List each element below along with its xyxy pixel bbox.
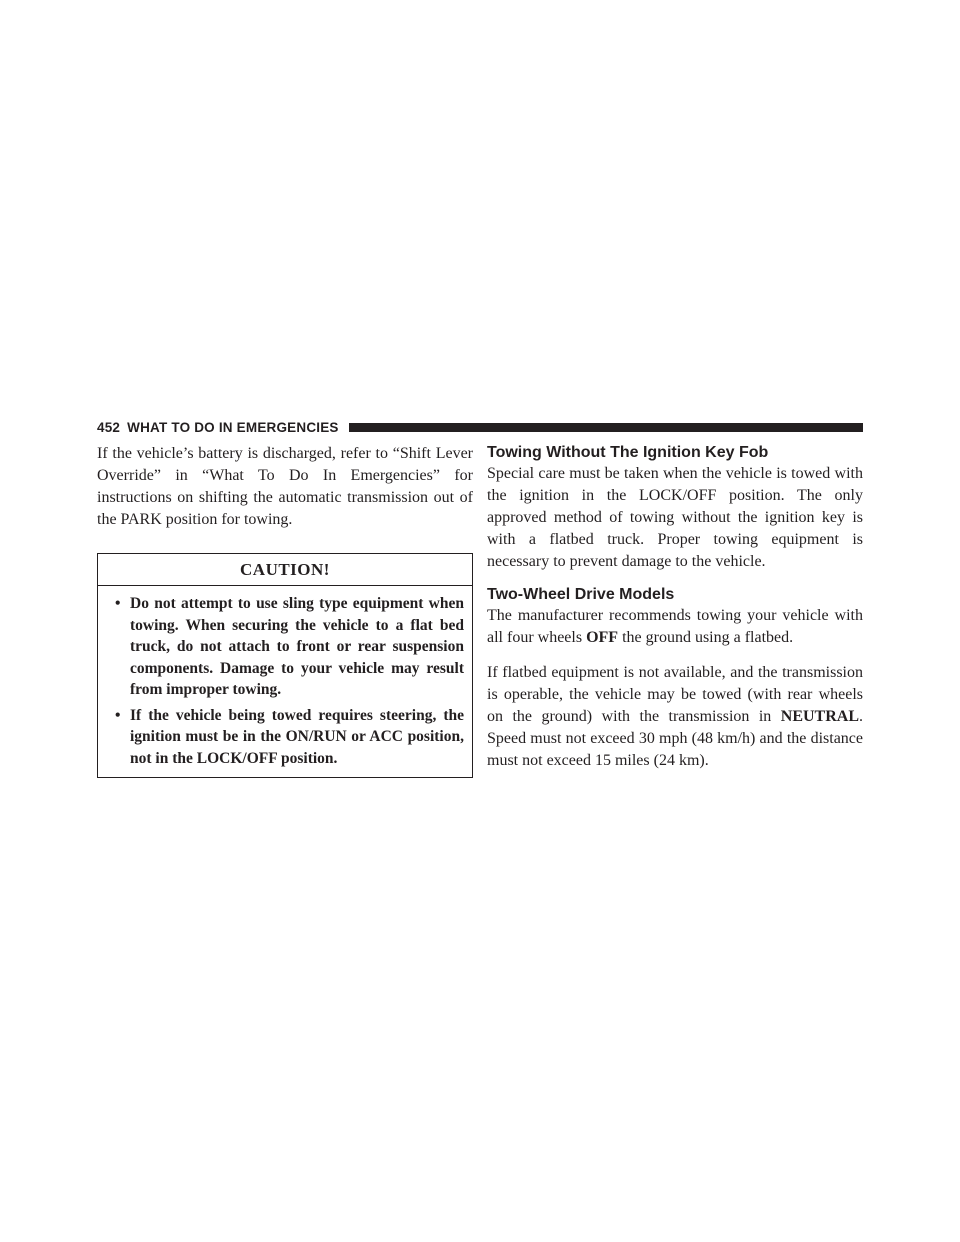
two-wheel-drive-paragraph-1 bbox=[487, 605, 863, 649]
caution-title: CAUTION! bbox=[98, 554, 472, 586]
page-number: 452 bbox=[97, 419, 121, 435]
header-rule bbox=[349, 423, 863, 432]
section-title: WHAT TO DO IN EMERGENCIES bbox=[127, 419, 339, 435]
right-column bbox=[487, 443, 863, 772]
paragraph-text: The manufacturer recommends towing your vehicle with all four wheels bbox=[487, 607, 863, 646]
section-heading-towing-without-key: Towing Without The Ignition Key Fob bbox=[487, 444, 769, 461]
bold-term-off: OFF bbox=[586, 629, 619, 646]
caution-list bbox=[98, 586, 472, 777]
paragraph-text: the ground using a flatbed. bbox=[618, 629, 794, 646]
left-column bbox=[97, 443, 473, 778]
section-heading-two-wheel-drive: Two-Wheel Drive Models bbox=[487, 586, 675, 603]
paragraph-text: If flatbed equipment is not available, and the transmission is operable, the vehicle may be towed (with rear wheels on the ground) with the transmission in bbox=[487, 664, 863, 725]
caution-item bbox=[106, 705, 464, 770]
bullet-icon: • bbox=[115, 595, 121, 612]
caution-item-text: Do not attempt to use sling type equipment when towing. When securing the vehicle to a flat bed truck, do not attach to front or rear suspension components. Damage to your vehicle may result from improper towing. bbox=[130, 595, 464, 698]
caution-item-text: If the vehicle being towed requires steering, the ignition must be in the ON/RUN or ACC position, not in the LOCK/OFF position. bbox=[130, 706, 464, 767]
paragraph-text: . Speed must not exceed 30 mph (48 km/h) and the distance must not exceed 15 miles (24 km). bbox=[487, 708, 863, 769]
caution-box bbox=[97, 553, 473, 778]
towing-without-key-paragraph: Special care must be taken when the vehicle is towed with the ignition in the LOCK/OFF position. The only approved method of towing without the ignition key is with a flatbed truck. Proper towing equipment is necessary to prevent damage to the vehicle. bbox=[487, 465, 863, 570]
two-wheel-drive-paragraph-2 bbox=[487, 662, 863, 772]
intro-paragraph: If the vehicle’s battery is discharged, refer to “Shift Lever Override” in “What To Do In Emergencies” for instructions on shifting the automatic transmission out of the PARK position for towing. bbox=[97, 445, 473, 528]
bullet-icon: • bbox=[115, 706, 121, 724]
bold-term-neutral: NEUTRAL bbox=[780, 708, 859, 725]
page-header bbox=[97, 416, 863, 438]
caution-item bbox=[106, 593, 464, 701]
